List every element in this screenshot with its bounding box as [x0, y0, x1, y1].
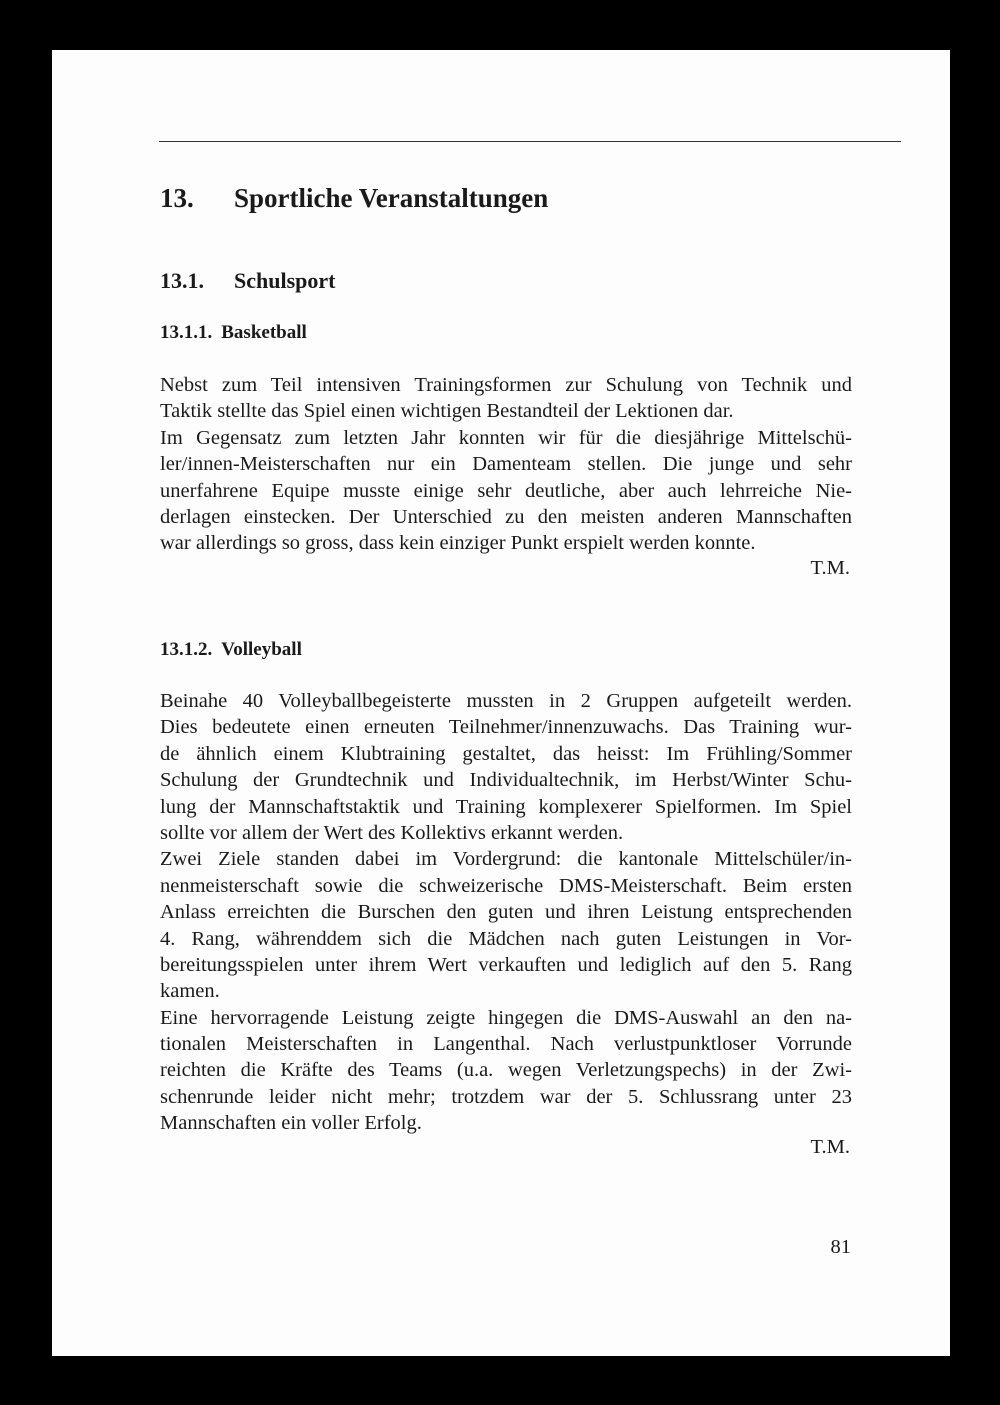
document-page [52, 50, 950, 1356]
basketball-signature: T.M. [810, 557, 850, 579]
paragraph-line: reichten die Kräfte des Teams (u.a. wegen Verletzungspechs) in der Zwi- [160, 1059, 852, 1082]
paragraph-line: Im Gegensatz zum letzten Jahr konnten wir für die diesjährige Mittelschü- [160, 426, 852, 449]
header-rule [159, 141, 901, 142]
paragraph-line: tionalen Meisterschaften in Langenthal. Nach verlustpunktloser Vorrunde [160, 1033, 852, 1056]
paragraph-line: lung der Mannschaftstaktik und Training komplexerer Spielformen. Im Spiel [160, 795, 852, 818]
paragraph-line: unerfahrene Equipe musste einige sehr deutliche, aber auch lehrreiche Nie- [160, 479, 852, 502]
paragraph-line: derlagen einstecken. Der Unterschied zu den meisten anderen Mannschaften [160, 505, 852, 528]
section-number: 13.1. [160, 268, 204, 293]
chapter-title: Sportliche Veranstaltungen [234, 183, 549, 213]
paragraph-line: 4. Rang, währenddem sich die Mädchen nach guten Leistungen in Vor- [160, 927, 852, 950]
paragraph-line: Nebst zum Teil intensiven Trainingsformen zur Schulung von Technik und [160, 374, 852, 396]
volleyball-title: Volleyball [221, 639, 302, 660]
volleyball-heading [160, 639, 302, 661]
basketball-heading [160, 322, 307, 344]
paragraph-line: Dies bedeutete einen erneuten Teilnehmer/innenzuwachs. Das Training wur- [160, 716, 852, 739]
paragraph-line: ler/innen-Meisterschaften nur ein Damenteam stellen. Die junge und sehr [160, 453, 852, 476]
chapter-number: 13. [160, 183, 194, 213]
paragraph-line: bereitungsspielen unter ihrem Wert verkauften und lediglich auf den 5. Rang [160, 953, 852, 976]
paragraph-line: de ähnlich einem Klubtraining gestaltet, das heisst: Im Frühling/Sommer [160, 742, 852, 765]
paragraph-line: Schulung der Grundtechnik und Individualtechnik, im Herbst/Winter Schu- [160, 769, 852, 792]
paragraph-line: nenmeisterschaft sowie die schweizerische DMS-Meisterschaft. Beim ersten [160, 874, 852, 897]
paragraph-line: war allerdings so gross, dass kein einziger Punkt erspielt werden konnte. [160, 532, 756, 555]
paragraph-line: kamen. [160, 980, 220, 1003]
paragraph-line: sollte vor allem der Wert des Kollektivs erkannt werden. [160, 821, 624, 844]
basketball-number: 13.1.1. [160, 322, 213, 343]
chapter-heading [160, 183, 548, 214]
page-number: 81 [830, 1236, 851, 1258]
volleyball-signature: T.M. [810, 1136, 850, 1158]
basketball-paragraph [160, 372, 852, 557]
paragraph-line: Mannschaften ein voller Erfolg. [160, 1112, 422, 1135]
paragraph-line: schenrunde leider nicht mehr; trotzdem war der 5. Schlussrang unter 23 [160, 1085, 852, 1108]
paragraph-line: Beinahe 40 Volleyballbegeisterte mussten in 2 Gruppen aufgeteilt werden. [160, 690, 852, 712]
volleyball-paragraph [160, 688, 852, 1137]
section-heading [160, 268, 335, 294]
paragraph-line: Zwei Ziele standen dabei im Vordergrund: die kantonale Mittelschüler/in- [160, 848, 852, 871]
paragraph-line: Eine hervorragende Leistung zeigte hingegen die DMS-Auswahl an den na- [160, 1006, 852, 1029]
basketball-title: Basketball [221, 322, 307, 343]
paragraph-line: Taktik stellte das Spiel einen wichtigen Bestandteil der Lektionen dar. [160, 400, 734, 423]
volleyball-number: 13.1.2. [160, 639, 213, 660]
paragraph-line: Anlass erreichten die Burschen den guten und ihren Leistung entsprechenden [160, 901, 852, 924]
section-title: Schulsport [234, 268, 336, 293]
